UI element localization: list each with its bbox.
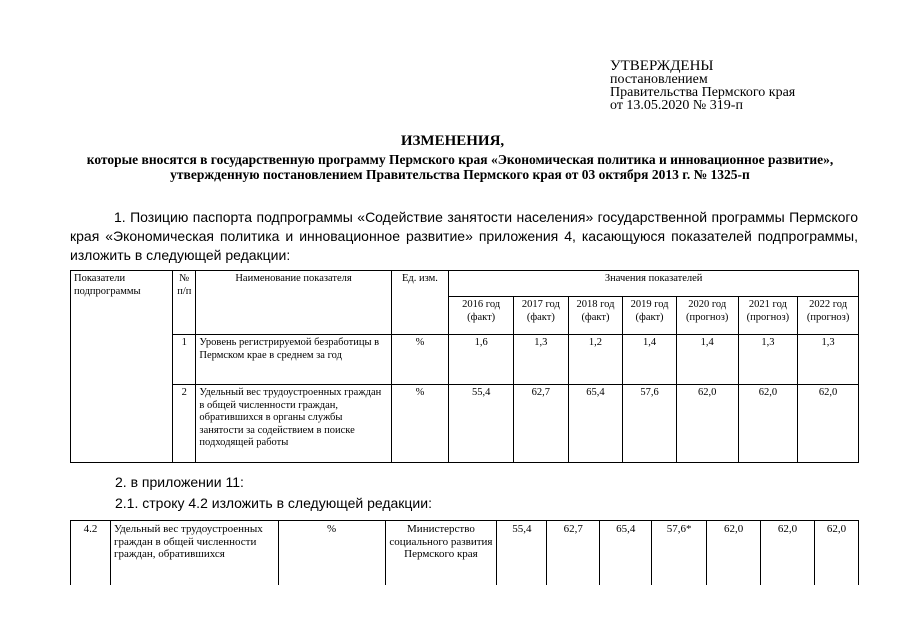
row-unit: % [278,521,385,585]
header-name: Наименование показателя [196,271,391,335]
header-year: 2019 год (факт) [623,297,677,335]
row-num: 2 [173,385,196,463]
row-value: 1,3 [798,335,859,385]
row-num: 4.2 [71,521,111,585]
row-name: Удельный вес трудоустроенных граждан в общей численности граждан, обратившихся [110,521,278,585]
row-value: 55,4 [449,385,514,463]
row-value: 65,4 [600,521,652,585]
header-year: 2017 год (факт) [514,297,569,335]
row-value: 62,0 [676,385,738,463]
row-value: 57,6 [623,385,677,463]
row-value: 1,4 [623,335,677,385]
empty-cell [71,335,173,385]
row-unit: % [391,385,449,463]
table-row [71,521,859,585]
row-value: 1,3 [738,335,798,385]
row-value: 1,4 [676,335,738,385]
approval-date: от 13.05.2020 № 319-п [610,98,743,113]
table-row [71,335,859,385]
row-value: 57,6* [652,521,707,585]
approval-line: Правительства Пермского края [610,85,796,100]
row-4-2-table [70,520,859,585]
header-unit: Ед. изм. [391,271,449,335]
row-value: 62,7 [514,385,569,463]
header-year: 2018 год (факт) [568,297,623,335]
row-value: 62,0 [798,385,859,463]
table-row [71,385,859,463]
header-indicators: Показатели подпрограммы [71,271,173,335]
indicators-table [70,270,859,463]
approval-block [610,60,795,112]
empty-cell [71,385,173,463]
row-num: 1 [173,335,196,385]
approval-heading: УТВЕРЖДЕНЫ [610,58,714,74]
row-value: 1,2 [568,335,623,385]
row-value: 62,0 [738,385,798,463]
row-unit: % [391,335,449,385]
document-subtitle: которые вносятся в государственную программу Пермского края «Экономическая политика и инновационное развитие», утвержденную постановлением Правительства Пермского края от 03 октября 2013 г. № 1325-п [86,152,834,182]
header-year: 2016 год (факт) [449,297,514,335]
row-value: 62,0 [707,521,761,585]
paragraph-1: 1. Позицию паспорта подпрограммы «Содействие занятости населения» государственной программы Пермского края «Экономическая политика и инновационное развитие» приложения 4, касающуюся показателей подпрограммы, изложить в следующей редакции: [70,209,858,263]
header-year: 2021 год (прогноз) [738,297,798,335]
row-name: Удельный вес трудоустроенных граждан в общей численности граждан, обратившихся в органы службы занятости за содействием в поиске подходящей работы [196,385,391,463]
row-value: 55,4 [497,521,547,585]
paragraph-3: 2.1. строку 4.2 изложить в следующей редакции: [115,495,432,511]
paragraph-2: 2. в приложении 11: [115,474,244,490]
header-values: Значения показателей [449,271,859,297]
row-value: 1,6 [449,335,514,385]
row-value: 62,7 [547,521,600,585]
row-value: 1,3 [514,335,569,385]
row-value: 62,0 [814,521,858,585]
row-name: Уровень регистрируемой безработицы в Пермском крае в среднем за год [196,335,391,385]
document-title: ИЗМЕНЕНИЯ, [400,133,505,149]
header-year: 2020 год (прогноз) [676,297,738,335]
row-value: 62,0 [761,521,815,585]
row-value: 65,4 [568,385,623,463]
approval-line: постановлением [610,72,708,87]
row-responsible: Министерство социального развития Пермского края [385,521,497,585]
header-year: 2022 год (прогноз) [798,297,859,335]
header-num: № п/п [173,271,196,335]
